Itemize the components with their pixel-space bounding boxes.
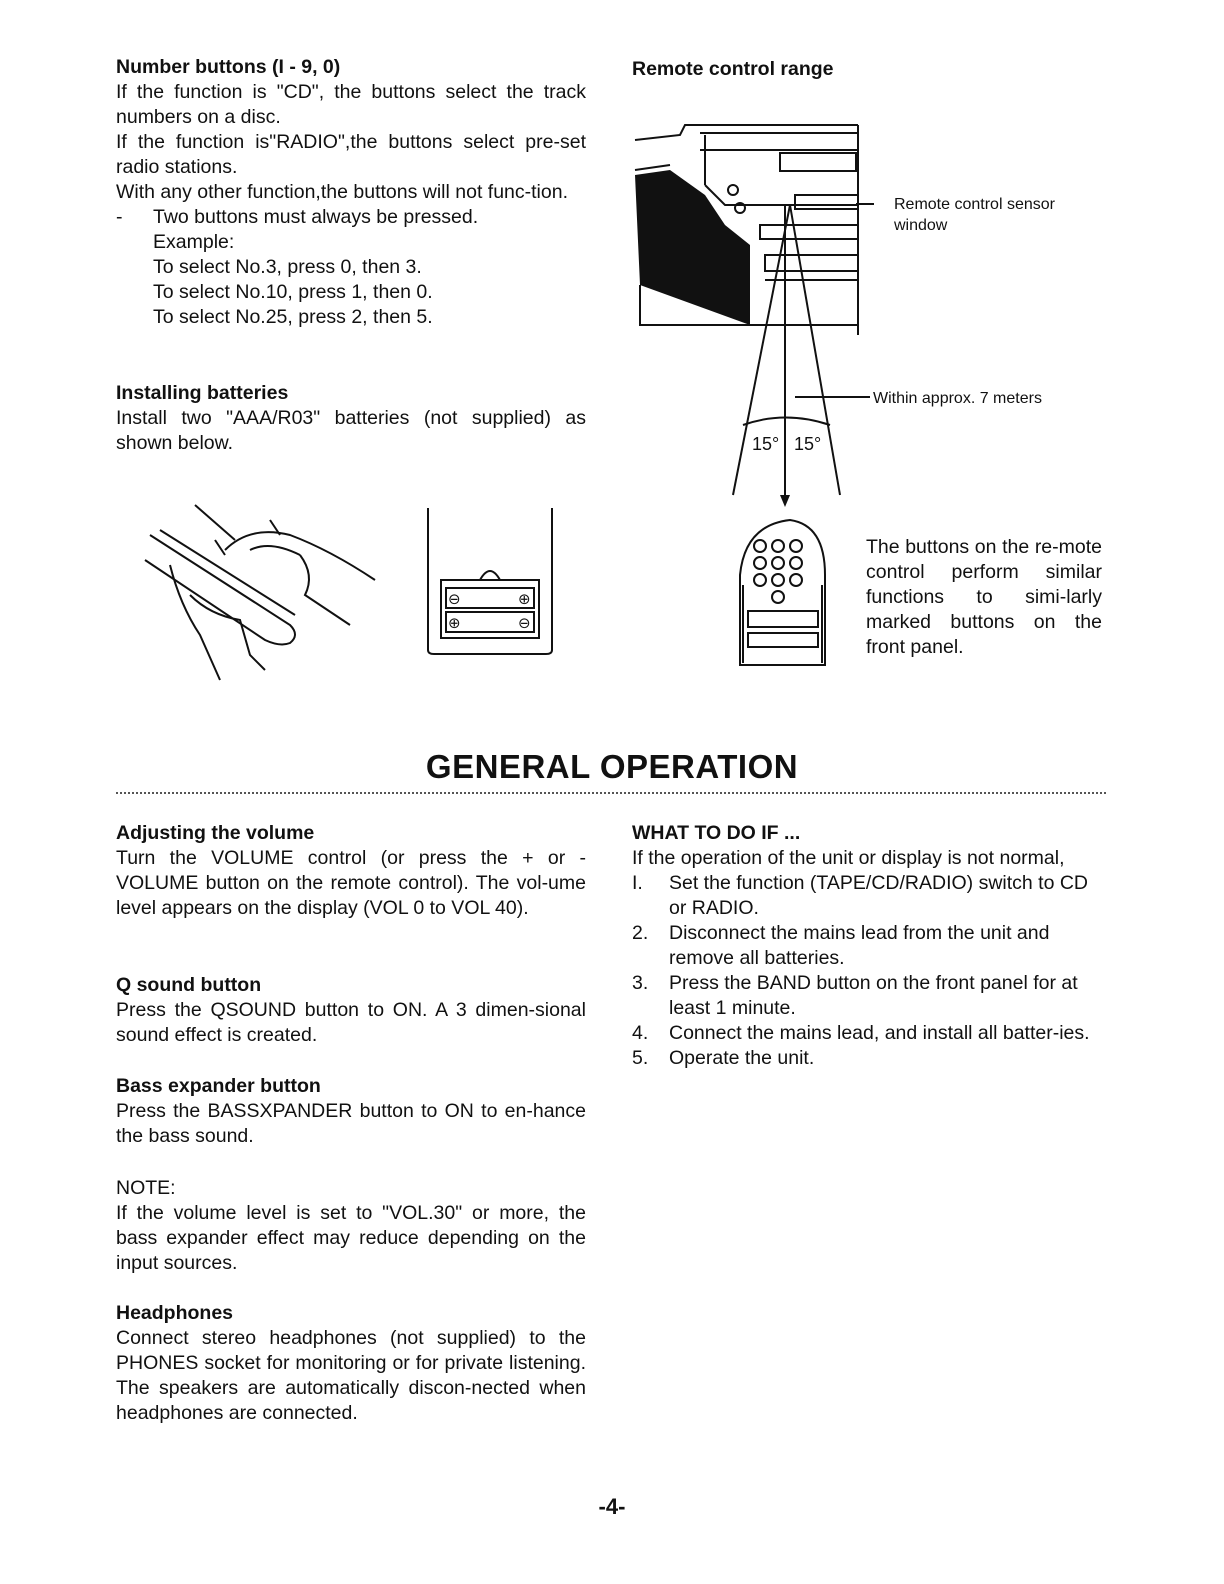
what-to-do-intro: If the operation of the unit or display is not normal, bbox=[632, 847, 1065, 869]
list-item bbox=[632, 971, 1102, 1021]
adjusting-volume-heading: Adjusting the volume bbox=[116, 822, 315, 844]
installing-batteries-text: Install two "AAA/R03" batteries (not supplied) as shown below. bbox=[116, 407, 586, 454]
step-number: 3. bbox=[632, 972, 649, 994]
step-text: Disconnect the mains lead from the unit and remove all batteries. bbox=[669, 922, 1050, 969]
step-text: Press the BAND button on the front panel for at least 1 minute. bbox=[669, 972, 1078, 1019]
what-to-do-section bbox=[632, 821, 1102, 1071]
adjusting-volume-section bbox=[116, 821, 586, 921]
angle-left-label: 15° bbox=[752, 434, 780, 454]
remote-description: The buttons on the re-mote control perform similar functions to simi-larly marked buttons on the front panel. bbox=[866, 536, 1102, 658]
angle-right-label: 15° bbox=[794, 434, 822, 454]
battery-plus-symbol: ⊕ bbox=[448, 614, 461, 632]
step-text: Set the function (TAPE/CD/RADIO) switch to CD or RADIO. bbox=[669, 872, 1089, 919]
step-number: I. bbox=[632, 872, 643, 894]
sensor-label bbox=[872, 194, 1055, 236]
adjusting-volume-text: Turn the VOLUME control (or press the + or - VOLUME button on the remote control). The vol-ume level appears on the display (VOL 0 to VOL 40). bbox=[116, 847, 586, 919]
number-buttons-p1: If the function is "CD", the buttons select the track numbers on a disc. bbox=[116, 81, 586, 128]
remote-range-heading: Remote control range bbox=[632, 58, 834, 80]
bass-expander-text: Press the BASSXPANDER button to ON to en-hance the bass sound. bbox=[116, 1100, 586, 1147]
what-to-do-steps bbox=[632, 871, 1102, 1071]
list-item: To select No.3, press 0, then 3. bbox=[153, 256, 422, 278]
number-buttons-list bbox=[116, 205, 586, 330]
q-sound-heading: Q sound button bbox=[116, 974, 262, 996]
list-item bbox=[632, 921, 1102, 971]
installing-batteries-heading: Installing batteries bbox=[116, 382, 289, 404]
battery-minus-symbol: ⊖ bbox=[518, 614, 531, 632]
headphones-heading: Headphones bbox=[116, 1302, 234, 1324]
number-buttons-p3: With any other function,the buttons will not func-tion. bbox=[116, 181, 568, 203]
number-buttons-section bbox=[116, 55, 586, 330]
step-text: Connect the mains lead, and install all batter-ies. bbox=[669, 1022, 1090, 1044]
step-text: Operate the unit. bbox=[669, 1047, 815, 1069]
distance-label: Within approx. 7 meters bbox=[873, 390, 1042, 407]
q-sound-section bbox=[116, 973, 586, 1048]
note-label: NOTE: bbox=[116, 1177, 176, 1199]
section-title: GENERAL OPERATION bbox=[425, 748, 799, 785]
battery-minus-symbol: ⊖ bbox=[448, 590, 461, 608]
sensor-label-line2: window bbox=[894, 217, 948, 234]
number-buttons-heading: Number buttons (I - 9, 0) bbox=[116, 56, 341, 78]
list-item: Example: bbox=[153, 231, 235, 253]
battery-plus-symbol: ⊕ bbox=[518, 590, 531, 608]
leader-line bbox=[856, 203, 874, 205]
list-item: - Two buttons must always be pressed. bbox=[116, 205, 586, 230]
number-buttons-p2: If the function is"RADIO",the buttons select pre-set radio stations. bbox=[116, 131, 586, 178]
step-number: 2. bbox=[632, 922, 649, 944]
sensor-label-line1: Remote control sensor bbox=[894, 196, 1055, 213]
list-item bbox=[632, 1021, 1102, 1046]
note-text: If the volume level is set to "VOL.30" or more, the bass expander effect may reduce depending on the input sources. bbox=[116, 1202, 586, 1274]
headphones-section bbox=[116, 1301, 586, 1426]
what-to-do-heading: WHAT TO DO IF ... bbox=[632, 822, 801, 844]
remote-range-section bbox=[632, 57, 1102, 82]
list-item: To select No.10, press 1, then 0. bbox=[153, 281, 433, 303]
battery-insertion-illustration bbox=[140, 495, 400, 695]
list-item bbox=[632, 871, 1102, 921]
battery-compartment-illustration bbox=[426, 508, 556, 658]
installing-batteries-section bbox=[116, 381, 586, 456]
note-section bbox=[116, 1176, 586, 1276]
step-number: 5. bbox=[632, 1047, 649, 1069]
headphones-text: Connect stereo headphones (not supplied) to the PHONES socket for monitoring or for private listening. The speakers are automatically discon-nected when headphones are connected. bbox=[116, 1327, 586, 1424]
step-number: 4. bbox=[632, 1022, 649, 1044]
remote-range-diagram bbox=[630, 115, 870, 675]
section-divider bbox=[116, 792, 1106, 794]
list-item bbox=[632, 1046, 1102, 1071]
bass-expander-section bbox=[116, 1074, 586, 1149]
page-number: -4- bbox=[598, 1494, 626, 1519]
q-sound-text: Press the QSOUND button to ON. A 3 dimen-sional sound effect is created. bbox=[116, 999, 586, 1046]
bass-expander-heading: Bass expander button bbox=[116, 1075, 321, 1097]
list-item: To select No.25, press 2, then 5. bbox=[153, 306, 433, 328]
